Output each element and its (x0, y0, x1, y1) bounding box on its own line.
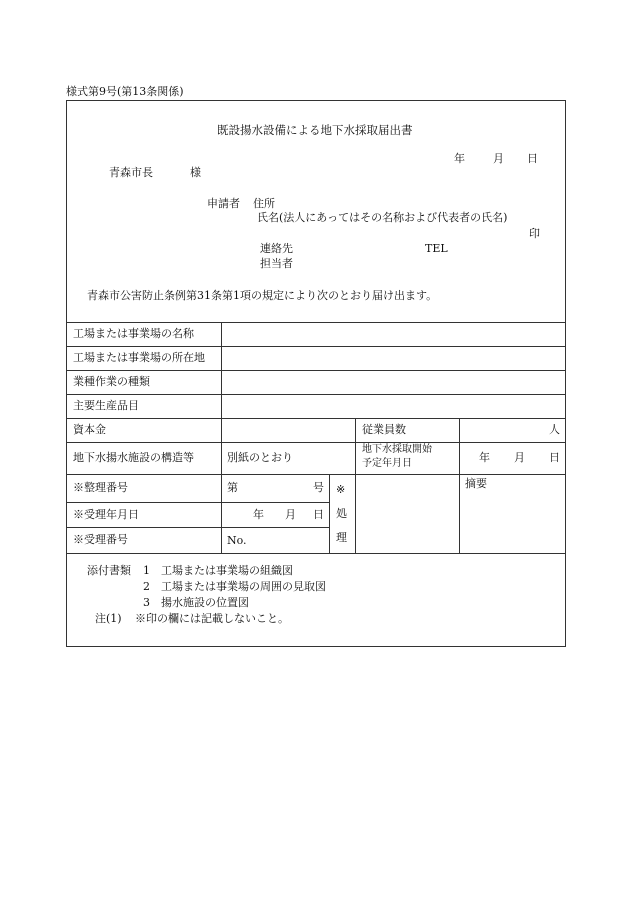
date-day: 日 (527, 152, 538, 165)
processing-mark: ※ (336, 483, 346, 496)
applicant-label: 申請者 (207, 197, 240, 210)
ref-dai: 第 (227, 481, 238, 494)
date-year: 年 (454, 152, 465, 165)
attachment-1-text: 工場または事業場の組織図 (161, 564, 293, 577)
rec-month: 月 (285, 508, 296, 521)
person-label: 担当者 (260, 257, 293, 270)
attachments-label: 添付書類 (87, 564, 131, 577)
processing-char-2: 理 (336, 531, 347, 544)
form-frame (66, 100, 566, 647)
separate-sheet-text: 別紙のとおり (227, 451, 293, 464)
employees-unit: 人 (549, 423, 560, 436)
ref-number-label: ※整理番号 (73, 481, 128, 494)
form-number: 様式第9号(第13条関係) (66, 85, 184, 98)
no-label: No. (227, 534, 247, 547)
start-month: 月 (514, 451, 525, 464)
seal-mark: 印 (529, 227, 540, 240)
note-text: ※印の欄には記載しないこと。 (135, 612, 289, 625)
rec-year: 年 (253, 508, 264, 521)
main-products-label: 主要生産品目 (73, 399, 139, 412)
addressee-honorific: 様 (190, 166, 201, 179)
form-title: 既設揚水設備による地下水採取届出書 (217, 123, 413, 137)
note-label: 注(1) (95, 612, 122, 625)
start-year: 年 (479, 451, 490, 464)
attachment-1-num: 1 (143, 564, 150, 577)
employees-label: 従業員数 (362, 423, 406, 436)
start-date-label-2: 予定年月日 (362, 458, 412, 469)
start-day: 日 (549, 451, 560, 464)
statement-text: 青森市公害防止条例第31条第1項の規定により次のとおり届け出ます。 (87, 289, 438, 302)
name-label: 氏名(法人にあってはその名称および代表者の氏名) (257, 211, 508, 224)
date-month: 月 (493, 152, 504, 165)
rec-day: 日 (313, 508, 324, 521)
attachment-3-num: 3 (143, 596, 150, 609)
received-date-label: ※受理年月日 (73, 508, 139, 521)
attachment-2-num: 2 (143, 580, 150, 593)
capital-label: 資本金 (73, 423, 106, 436)
ref-go: 号 (313, 481, 324, 494)
attachment-3-text: 揚水施設の位置図 (161, 596, 249, 609)
processing-char-1: 処 (336, 507, 347, 520)
start-date-label-1: 地下水採取開始 (362, 444, 432, 455)
business-type-label: 業種作業の種類 (73, 375, 150, 388)
received-number-label: ※受理番号 (73, 533, 128, 546)
contact-label: 連絡先 (260, 242, 293, 255)
address-label: 住所 (253, 197, 275, 210)
attachment-2-text: 工場または事業場の周囲の見取図 (161, 580, 326, 593)
factory-name-label: 工場または事業場の名称 (73, 327, 194, 340)
addressee-name: 青森市長 (109, 166, 153, 179)
tel-label: TEL (425, 242, 448, 255)
summary-label: 摘要 (465, 477, 487, 490)
facility-structure-label: 地下水揚水施設の構造等 (73, 451, 194, 464)
factory-location-label: 工場または事業場の所在地 (73, 351, 205, 364)
